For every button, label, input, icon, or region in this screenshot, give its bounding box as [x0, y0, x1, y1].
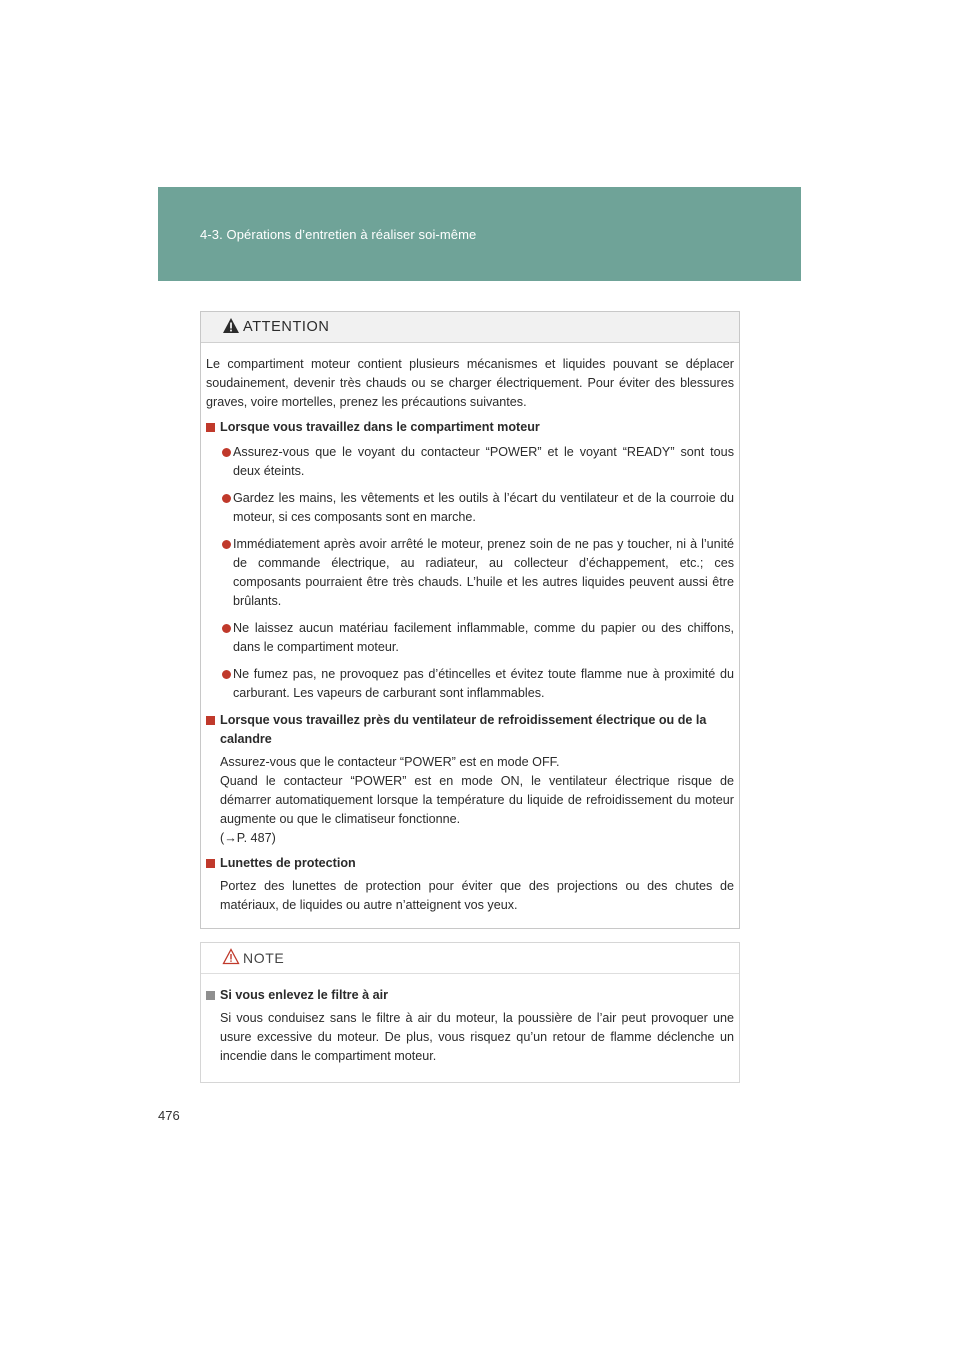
- bullet-dot-icon: [222, 670, 231, 679]
- note-label: NOTE: [243, 950, 285, 966]
- note-box: [200, 942, 740, 1083]
- list-item: [206, 535, 734, 611]
- square-bullet-icon: [206, 991, 215, 1000]
- page-reference: (→P. 487): [220, 831, 276, 845]
- list-item: [206, 489, 734, 527]
- attention-box: [200, 311, 740, 929]
- bullet-dot-icon: [222, 624, 231, 633]
- section-title: 4-3. Opérations d’entretien à réaliser soi-même: [200, 227, 477, 242]
- subhead-protective-glasses: [206, 854, 734, 873]
- list-item: [206, 443, 734, 481]
- attention-label: ATTENTION: [243, 319, 330, 335]
- page-number: 476: [158, 1108, 180, 1123]
- subhead-text: Lunettes de protection: [220, 856, 356, 870]
- list-item: [206, 665, 734, 703]
- bullet-dot-icon: [222, 448, 231, 457]
- square-bullet-icon: [206, 716, 215, 725]
- subhead-cooling-fan: [206, 711, 734, 749]
- subhead-text: Lorsque vous travaillez près du ventilateur de refroidissement électrique ou de la calandre: [220, 713, 707, 746]
- list-item-text: Immédiatement après avoir arrêté le moteur, prenez soin de ne pas y toucher, ni à l’unité de commande électrique, au radiateur, au collecteur d’échappement, etc.; ces composants pourraient être très chauds. L’huile et les autres liquides peuvent aussi être brûlants.: [233, 537, 734, 608]
- list-item-text: Gardez les mains, les vêtements et les outils à l’écart du ventilateur et de la courroie du moteur, si ces composants sont en marche.: [233, 491, 734, 524]
- bullet-list: [206, 443, 734, 703]
- list-item-text: Ne laissez aucun matériau facilement inflammable, comme du papier ou des chiffons, dans le compartiment moteur.: [233, 621, 734, 654]
- list-item-text: Assurez-vous que le voyant du contacteur “POWER” et le voyant “READY” sont tous deux éteints.: [233, 445, 734, 478]
- list-item-text: Ne fumez pas, ne provoquez pas d’étincelles et évitez toute flamme nue à proximité du carburant. Les vapeurs de carburant sont inflammables.: [233, 667, 734, 700]
- section-header: [158, 187, 801, 281]
- square-bullet-icon: [206, 859, 215, 868]
- subhead-engine-compartment: [206, 418, 734, 437]
- note-body: [201, 974, 739, 1066]
- paragraph: Assurez-vous que le contacteur “POWER” est en mode OFF.: [220, 755, 560, 769]
- subhead-text: Lorsque vous travaillez dans le compartiment moteur: [220, 420, 540, 434]
- subhead-text: Si vous enlevez le filtre à air: [220, 988, 388, 1002]
- bullet-dot-icon: [222, 494, 231, 503]
- paragraph: Portez des lunettes de protection pour éviter que des projections ou des chutes de matériaux, de liquides ou autre n’atteignent vos yeux.: [220, 879, 734, 912]
- paragraph: Si vous conduisez sans le filtre à air du moteur, la poussière de l’air peut provoquer une usure excessive du moteur. De plus, vous risquez qu’un retour de flamme déclenche un incendie dans le compartiment moteur.: [220, 1011, 734, 1063]
- square-bullet-icon: [206, 423, 215, 432]
- list-item: [206, 619, 734, 657]
- note-header: [201, 943, 739, 974]
- caution-icon: [222, 948, 240, 965]
- bullet-dot-icon: [222, 540, 231, 549]
- warning-icon: [222, 317, 240, 334]
- paragraph: Quand le contacteur “POWER” est en mode ON, le ventilateur électrique risque de démarrer automatiquement lorsque la température du liquide de refroidissement du moteur augmente ou que le climatiseur fonctionne.: [220, 774, 734, 826]
- subhead-air-filter: [206, 986, 734, 1005]
- attention-body: [201, 343, 739, 915]
- attention-intro: Le compartiment moteur contient plusieurs mécanismes et liquides pouvant se déplacer soudainement, devenir très chauds ou se charger électriquement. Pour éviter des blessures graves, voire mortelles, prenez les précautions suivantes.: [206, 357, 734, 409]
- attention-header: [201, 312, 739, 343]
